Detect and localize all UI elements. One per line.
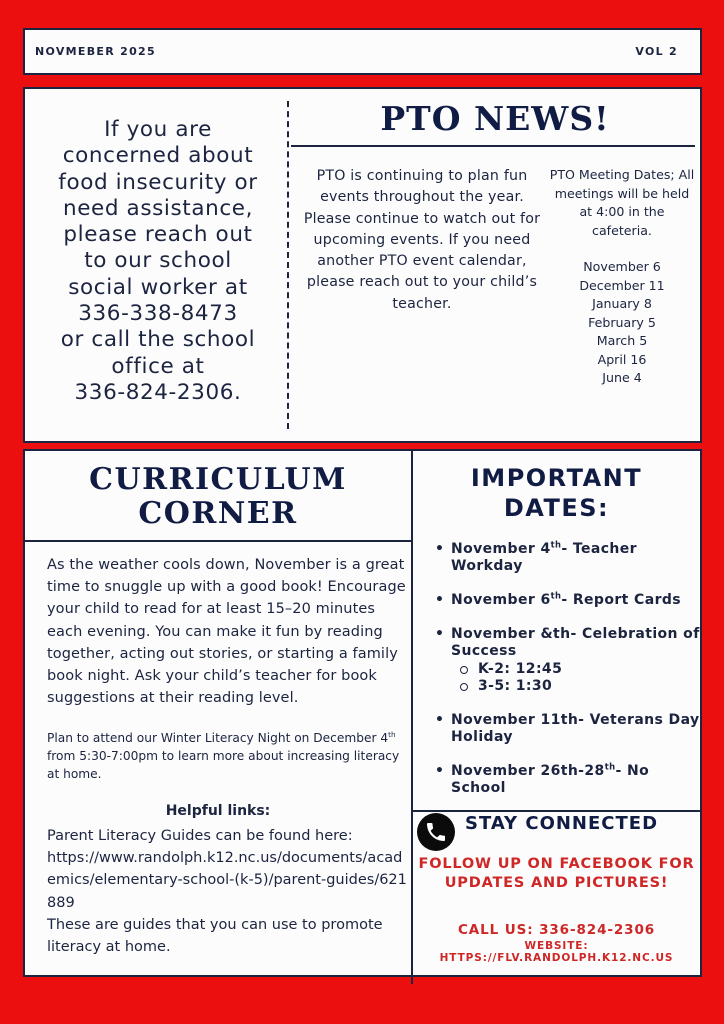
pto-title-rule xyxy=(291,145,695,147)
assistance-line: please reach out xyxy=(63,222,253,248)
date-text: - No School xyxy=(451,763,650,796)
list-item xyxy=(435,541,700,575)
curriculum-corner-title xyxy=(25,463,411,531)
pto-meeting-date: February 5 xyxy=(588,314,656,330)
date-text: November 6 xyxy=(451,592,551,608)
important-dates-list xyxy=(435,541,700,814)
date-text: - Teacher Workday xyxy=(451,541,637,574)
assistance-line: concerned about xyxy=(62,143,254,169)
phone-icon xyxy=(417,813,455,851)
date-text: - Report Cards xyxy=(561,592,682,608)
list-item xyxy=(435,626,700,695)
dashed-divider xyxy=(287,101,289,429)
pto-meeting-date: April 16 xyxy=(597,351,647,367)
date-sup: th xyxy=(604,761,616,772)
literacy-note-sup: th xyxy=(388,729,396,739)
important-dates-title xyxy=(413,463,700,523)
list-item xyxy=(435,712,700,746)
date-sup: th xyxy=(550,539,562,550)
pto-meeting-intro: PTO Meeting Dates; All meetings will be held at 4:00 in the cafeteria. xyxy=(549,167,695,238)
links-outro: These are guides that you can use to promote literacy at home. xyxy=(47,916,383,956)
top-panel xyxy=(23,87,702,443)
panel-divider-tick xyxy=(411,976,413,984)
helpful-links xyxy=(47,825,407,958)
sub-list-item: 3-5: 1:30 xyxy=(451,678,700,695)
pto-meeting-date: November 6 xyxy=(583,259,661,274)
assistance-line: or call the school xyxy=(60,327,256,353)
dates-title-line: IMPORTANT xyxy=(470,464,643,492)
assistance-line: food insecurity or xyxy=(58,169,258,195)
phone-icon-glyph xyxy=(424,820,448,844)
issue-date: NOVMEBER 2025 xyxy=(35,45,156,58)
sub-list-item: K-2: 12:45 xyxy=(451,661,700,678)
assistance-line: social worker at xyxy=(68,274,248,300)
important-dates-panel xyxy=(411,449,702,977)
newsletter-header xyxy=(23,28,702,75)
literacy-night-note xyxy=(47,729,407,783)
pto-meeting-date: December 11 xyxy=(579,277,665,293)
volume-number: VOL 2 xyxy=(635,45,678,58)
pto-meeting-date: March 5 xyxy=(596,333,648,348)
parent-guides-link[interactable]: https://www.randolph.k12.nc.us/documents/academics/elementary-school-(k-5)/parent-guides/621889 xyxy=(47,850,407,911)
date-text: November 4 xyxy=(451,541,551,557)
helpful-links-heading: Helpful links: xyxy=(165,803,271,819)
pto-meeting-date-list xyxy=(549,258,695,388)
assistance-line: to our school xyxy=(84,248,232,274)
date-text: November 11th- Veterans Day Holiday xyxy=(451,712,700,745)
pto-news-body: PTO is continuing to plan fun events throughout the year. Please continue to watch out for upcoming events. If you need another PTO event calendar, please reach out to your child’s teacher. xyxy=(303,168,541,312)
social-worker-phone: 336-338-8473 xyxy=(78,301,238,327)
celebration-times xyxy=(451,661,700,695)
stay-connected-rule xyxy=(413,810,702,812)
literacy-note-text: Plan to attend our Winter Literacy Night on December 4 xyxy=(47,731,389,745)
date-text: November &th- Celebration of Success xyxy=(451,626,700,659)
call-us-phone: CALL US: 336-824-2306 xyxy=(457,922,656,938)
school-office-phone: 336-824-2306. xyxy=(74,379,242,405)
pto-meeting-dates xyxy=(549,166,695,388)
list-item xyxy=(435,763,700,797)
dates-title-line: DATES: xyxy=(503,494,610,522)
curriculum-title-line: CURRICULUM xyxy=(89,462,347,497)
curriculum-title-line: CORNER xyxy=(138,496,298,531)
assistance-line: office at xyxy=(111,353,205,379)
curriculum-body: As the weather cools down, November is a great time to snuggle up with a good book! Encourage your child to read for at least 15–20 minutes each evening. You can make it fun by reading together, acting out stories, or starting a family book night. Ask your child’s teacher for book suggestions at their reading level. xyxy=(47,557,406,707)
website-label: WEBSITE: xyxy=(524,940,589,952)
literacy-note-text: from 5:30-7:00pm to learn more about increasing literacy at home. xyxy=(47,749,400,781)
list-item xyxy=(435,592,700,609)
links-intro: Parent Literacy Guides can be found here: xyxy=(47,828,353,844)
stay-connected-title: STAY CONNECTED xyxy=(465,813,659,834)
pto-meeting-date: June 4 xyxy=(602,370,642,385)
assistance-notice xyxy=(33,117,283,406)
pto-meeting-date: January 8 xyxy=(592,296,652,311)
pto-news-title: PTO NEWS! xyxy=(380,99,610,138)
facebook-notice: FOLLOW UP ON FACEBOOK FOR UPDATES AND PICTURES! xyxy=(418,856,695,891)
date-sup: th xyxy=(550,590,562,601)
curriculum-title-rule xyxy=(25,540,411,542)
assistance-line: need assistance, xyxy=(62,195,254,221)
curriculum-corner-panel xyxy=(23,449,413,977)
assistance-line: If you are xyxy=(104,117,212,142)
website-link[interactable]: HTTPS://FLV.RANDOLPH.K12.NC.US xyxy=(439,952,674,964)
date-text: November 26th-28 xyxy=(451,763,605,779)
